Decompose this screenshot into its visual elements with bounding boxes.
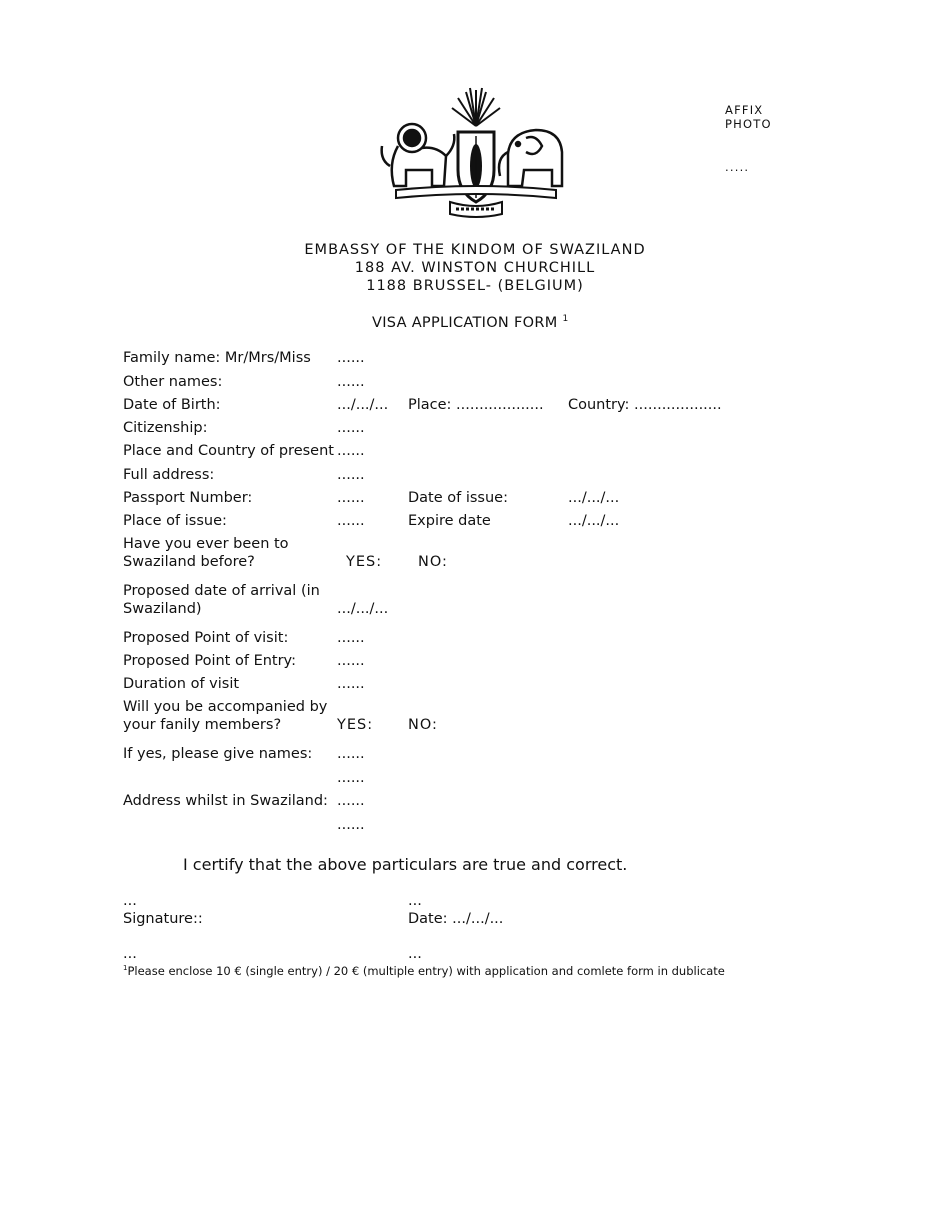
family-name-field[interactable]: ......: [337, 350, 365, 366]
accompanied-label-line2: your fanily members?: [123, 717, 282, 733]
date-dots-bottom: ...: [408, 946, 422, 962]
form-title-text: VISA APPLICATION FORM: [372, 314, 558, 331]
passport-number-label: Passport Number:: [123, 490, 253, 506]
accompanied-yes-option[interactable]: YES:: [337, 717, 374, 733]
place-of-issue-field[interactable]: ......: [337, 513, 365, 529]
address-swaziland-field-1[interactable]: ......: [337, 793, 365, 809]
names-label: If yes, please give names:: [123, 746, 313, 762]
title-footnote-mark: 1: [562, 314, 569, 324]
expire-date-label: Expire date: [408, 513, 491, 529]
names-field-2[interactable]: ......: [337, 770, 365, 786]
accompanied-label-line1: Will you be accompanied by: [123, 699, 328, 715]
point-of-entry-label: Proposed Point of Entry:: [123, 653, 296, 669]
coat-of-arms-emblem: [376, 86, 576, 226]
embassy-name: EMBASSY OF THE KINDOM OF SWAZILAND: [304, 242, 646, 258]
expire-date-field[interactable]: .../.../...: [568, 513, 620, 529]
embassy-street: 188 AV. WINSTON CHURCHILL: [354, 260, 596, 276]
been-before-no-option[interactable]: NO:: [418, 554, 448, 570]
place-country-field[interactable]: ......: [337, 443, 365, 459]
arrival-label-line2: Swaziland): [123, 601, 202, 617]
citizenship-field[interactable]: ......: [337, 420, 365, 436]
been-before-label-line2: Swaziland before?: [123, 554, 255, 570]
duration-field[interactable]: ......: [337, 676, 365, 692]
birth-country-field[interactable]: Country: ...................: [568, 397, 722, 413]
place-of-issue-label: Place of issue:: [123, 513, 227, 529]
point-of-visit-field[interactable]: ......: [337, 630, 365, 646]
dob-label: Date of Birth:: [123, 397, 221, 413]
names-field-1[interactable]: ......: [337, 746, 365, 762]
address-swaziland-label: Address whilst in Swaziland:: [123, 793, 328, 809]
affix-photo-label: AFFIX: [725, 103, 764, 117]
signature-field[interactable]: Signature::: [123, 911, 203, 927]
full-address-field[interactable]: ......: [337, 467, 365, 483]
arrival-date-field[interactable]: .../.../...: [337, 601, 389, 617]
birth-place-field[interactable]: Place: ...................: [408, 397, 544, 413]
address-swaziland-field-2[interactable]: ......: [337, 817, 365, 833]
photo-label: PHOTO: [725, 117, 772, 131]
embassy-city: 1188 BRUSSEL- (BELGIUM): [366, 278, 584, 294]
point-of-visit-label: Proposed Point of visit:: [123, 630, 289, 646]
been-before-label-line1: Have you ever been to: [123, 536, 289, 552]
signature-date-field[interactable]: Date: .../.../...: [408, 911, 504, 927]
date-of-issue-label: Date of issue:: [408, 490, 508, 506]
accompanied-no-option[interactable]: NO:: [408, 717, 438, 733]
date-of-issue-field[interactable]: .../.../...: [568, 490, 620, 506]
footnote-mark: 1: [123, 964, 128, 973]
duration-label: Duration of visit: [123, 676, 240, 692]
signature-dots-bottom: ...: [123, 946, 137, 962]
certification-statement: I certify that the above particulars are true and correct.: [183, 855, 628, 874]
other-names-label: Other names:: [123, 374, 223, 390]
family-name-label: Family name: Mr/Mrs/Miss: [123, 350, 311, 366]
point-of-entry-field[interactable]: ......: [337, 653, 365, 669]
signature-dots-top: ...: [123, 893, 137, 909]
photo-dots: .....: [725, 160, 750, 174]
arrival-label-line1: Proposed date of arrival (in: [123, 583, 320, 599]
form-title: [372, 314, 568, 331]
place-country-label: Place and Country of present: [123, 443, 334, 459]
been-before-yes-option[interactable]: YES:: [346, 554, 383, 570]
citizenship-label: Citizenship:: [123, 420, 208, 436]
footnote: [123, 964, 725, 978]
full-address-label: Full address:: [123, 467, 215, 483]
other-names-field[interactable]: ......: [337, 374, 365, 390]
date-dots-top: ...: [408, 893, 422, 909]
passport-number-field[interactable]: ......: [337, 490, 365, 506]
dob-field[interactable]: .../.../...: [337, 397, 389, 413]
footnote-text: Please enclose 10 € (single entry) / 20 € (multiple entry) with application and comlete form in dublicate: [127, 964, 725, 978]
